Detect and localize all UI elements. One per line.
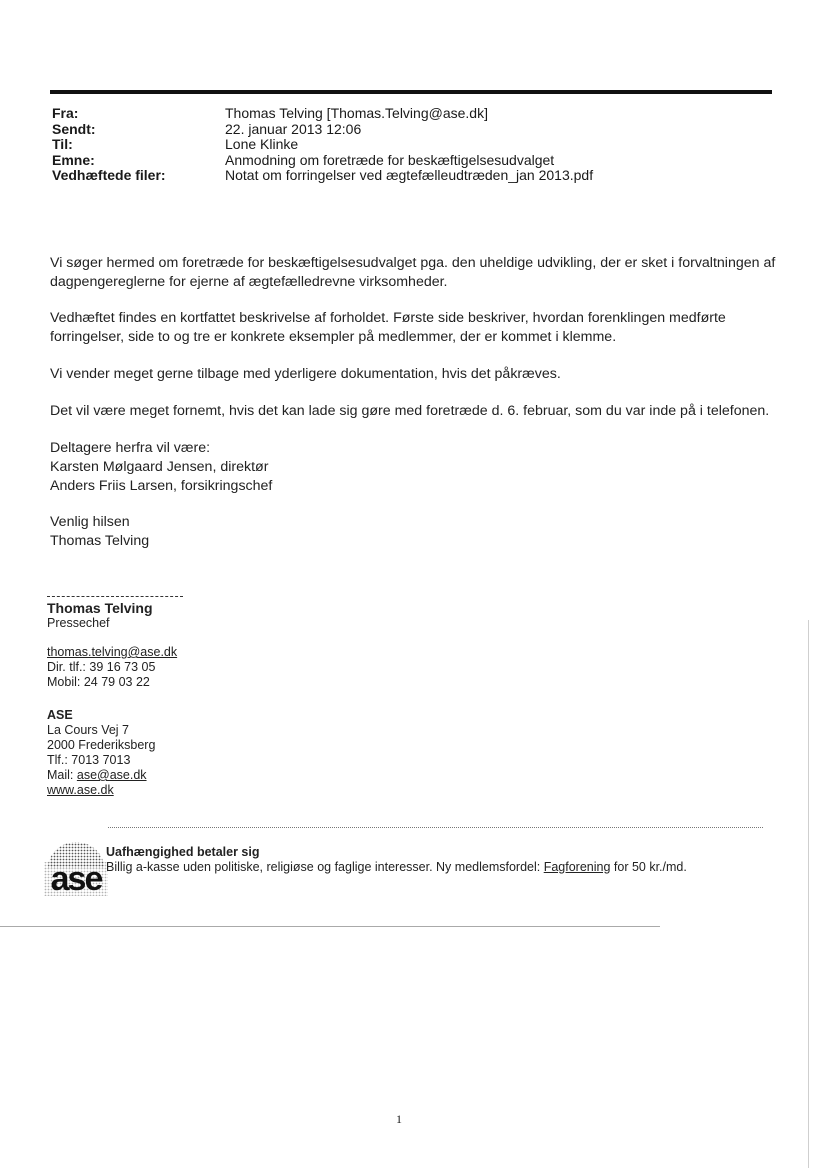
org-mail-row: [47, 768, 155, 783]
tagline-headline: Uafhængighed betaler sig: [106, 845, 260, 859]
header-rule: [50, 90, 772, 94]
tagline-text-post: for 50 kr./md.: [610, 860, 687, 874]
signature-contact: [47, 645, 177, 690]
attachments-label: Vedhæftede filer:: [52, 167, 166, 183]
signature-person: [47, 600, 153, 631]
org-name: ASE: [47, 708, 73, 722]
signature-rule: [47, 596, 183, 597]
header-to-row: [52, 137, 593, 153]
closing: [50, 513, 790, 551]
participant-1: Karsten Mølgaard Jensen, direktør: [50, 459, 269, 475]
footer-rule: [108, 827, 763, 828]
to-value: Lone Klinke: [225, 136, 299, 152]
paragraph-2-line-1: Vedhæftet findes en kortfattet beskrivelse af forholdet. Første side beskriver, hvordan forenklingen medførte: [50, 310, 726, 326]
footer-bottom-rule: [0, 926, 660, 927]
header-from-row: [52, 106, 593, 122]
paragraph-1: [50, 254, 790, 292]
header-subject-row: [52, 153, 593, 169]
signature-org: [47, 708, 155, 798]
org-street: La Cours Vej 7: [47, 723, 129, 737]
sent-value: 22. januar 2013 12:06: [225, 120, 362, 137]
attachments-value: Notat om forringelser ved ægtefælleudtræden_jan 2013.pdf: [225, 167, 594, 183]
participant-2: Anders Friis Larsen, forsikringschef: [50, 478, 273, 494]
signature-email-link[interactable]: thomas.telving@ase.dk: [47, 645, 178, 659]
from-label: Fra:: [52, 105, 79, 121]
ase-logo: [44, 834, 108, 896]
paragraph-3-text: Vi vender meget gerne tilbage med yderligere dokumentation, hvis det påkræves.: [50, 366, 561, 382]
signature-name: Thomas Telving: [47, 600, 153, 616]
header-sent-row: [52, 122, 593, 138]
sent-label: Sendt:: [52, 120, 96, 137]
paragraph-2: [50, 309, 790, 347]
closing-greeting: Venlig hilsen: [50, 514, 130, 530]
signature-mobile: Mobil: 24 79 03 22: [47, 675, 150, 689]
subject-label: Emne:: [52, 151, 95, 168]
org-mail-label: Mail:: [47, 768, 77, 782]
to-label: Til:: [52, 136, 73, 152]
from-value: Thomas Telving [Thomas.Telving@ase.dk]: [225, 105, 488, 121]
closing-name: Thomas Telving: [50, 533, 150, 549]
org-phone: Tlf.: 7013 7013: [47, 753, 131, 767]
paragraph-3: [50, 365, 790, 384]
paragraph-1-line-1: Vi søger hermed om foretræde for beskæftigelsesudvalget pga. den uheldige udvikling, der er sket i forvaltningen af: [50, 255, 776, 271]
subject-value: Anmodning om foretræde for beskæftigelsesudvalget: [225, 151, 555, 168]
tagline-text-pre: Billig a-kasse uden politiske, religiøse og faglige interesser. Ny medlemsfordel:: [106, 860, 544, 874]
header-attachments-row: [52, 168, 593, 184]
paragraph-1-line-2: dagpengereglerne for ejerne af ægtefælledrevne virksomheder.: [50, 274, 448, 290]
paragraph-4: [50, 402, 790, 421]
org-city: 2000 Frederiksberg: [47, 738, 156, 752]
participants-intro: Deltagere herfra vil være:: [50, 440, 211, 456]
fagforening-link[interactable]: Fagforening: [543, 860, 611, 874]
org-mail-link[interactable]: ase@ase.dk: [76, 768, 147, 782]
logo-text: ase: [50, 860, 102, 896]
scan-edge-line: [808, 620, 809, 1168]
email-header: [52, 106, 593, 184]
participants: [50, 439, 790, 496]
paragraph-4-text: Det vil være meget fornemt, hvis det kan lade sig gøre med foretræde d. 6. februar, som du var inde på i telefonen.: [50, 403, 770, 419]
signature-title: Pressechef: [47, 616, 110, 630]
tagline-text: [106, 860, 687, 875]
footer-tagline: [106, 845, 687, 875]
paragraph-2-line-2: forringelser, side to og tre er konkrete eksempler på medlemmer, der er kommet i klemme.: [50, 329, 617, 345]
page-number: 1: [396, 1112, 402, 1126]
signature-direct-phone: Dir. tlf.: 39 16 73 05: [47, 660, 156, 674]
org-website-link[interactable]: www.ase.dk: [47, 783, 114, 797]
